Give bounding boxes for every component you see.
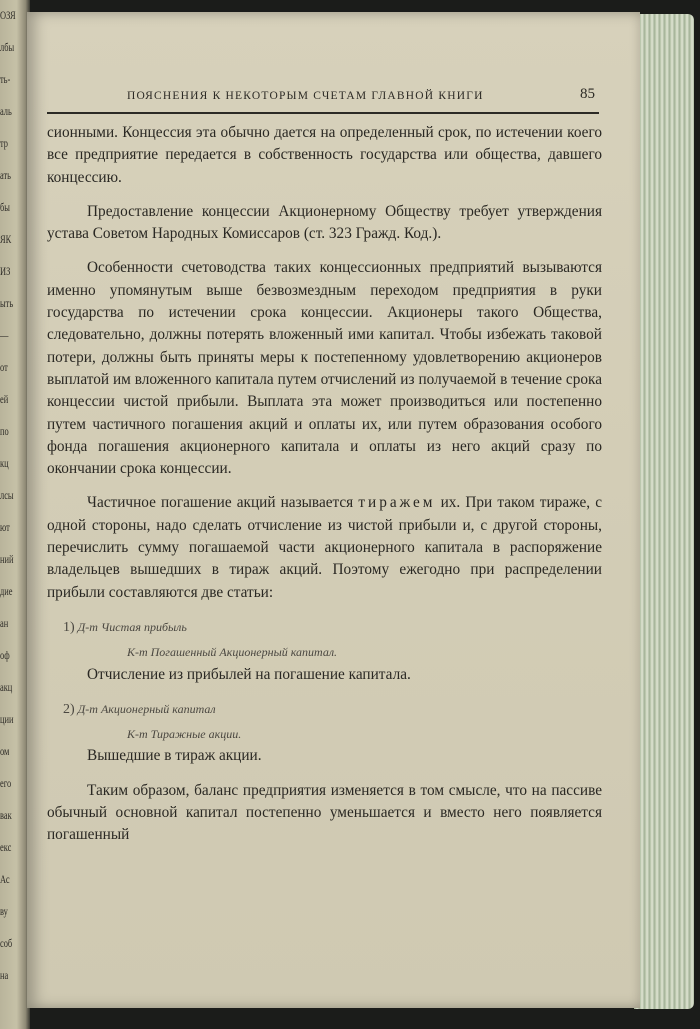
previous-page-fragment: ний: [0, 552, 14, 566]
previous-page-fragment: лсы: [0, 488, 14, 502]
previous-page-fragment: его: [0, 776, 12, 790]
previous-page-fragment: ции: [0, 712, 14, 726]
previous-page-fragment: бы: [0, 200, 10, 214]
previous-page-fragment: ЯК: [0, 232, 12, 246]
previous-page-fragment: екс: [0, 840, 12, 854]
previous-page-fragment: тр: [0, 136, 8, 150]
previous-page-fragment: оф: [0, 648, 10, 662]
entry-debit: Д-т Чистая прибыль: [77, 619, 187, 634]
previous-page-fragment: ыть: [0, 296, 14, 310]
entry-credit: К-т Тиражные акции.: [127, 727, 242, 742]
previous-page-fragment: вак: [0, 808, 12, 822]
previous-page-fragment: соб: [0, 936, 13, 950]
paragraph-concession-approval: Предоставление концессии Акционерному Обществу требует утверждения устава Советом Народных Комиссаров (ст. 323 Гражд. Код.).: [47, 202, 602, 243]
previous-page-fragment: ом: [0, 744, 10, 758]
previous-page-fragment: ей: [0, 392, 9, 406]
running-title: ПОЯСНЕНИЯ К НЕКОТОРЫМ СЧЕТАМ ГЛАВНОЙ КНИГИ: [127, 90, 484, 102]
paragraph-accounting-features: Особенности счетоводства таких концессионных предприятий вызываются именно упомянутым выше безвозмездным переходом предприятия в руки государства по истечении срока концессии. Акционеры такого Общества, следовательно, должны потерять вложенный ими капитал. Чтобы избежать таковой потери, должны быть приняты меры к постепенному удовлетворению акционеров выплатой им вложенного капитала путем отчислений из получаемой в течение срока концессии чистой прибыли. Выплата эта может производиться или постепенно путем частичного погашения акций и оплаты их, или путем образования особого фонда погашения акционерного капитала и оплаты из него акций сразу по окончании срока концессии.: [47, 259, 602, 478]
paragraph-closing: Таким образом, баланс предприятия изменяется в том смысле, что на пассиве обычный основной капитал постепенно уменьшается и вместо него появляется погашенный: [47, 781, 602, 844]
entry-debit: Д-т Акционерный капитал: [77, 701, 216, 716]
tirage-spaced-word: тиражем: [358, 494, 436, 512]
previous-page-fragment: ан: [0, 616, 9, 630]
previous-page-fragment: ИЗ: [0, 264, 11, 278]
previous-page-fragment: лбы: [0, 40, 15, 54]
previous-page-edge: [0, 0, 30, 1029]
previous-page-fragment: ОЗЯ: [0, 8, 16, 22]
body-text: [47, 122, 602, 847]
tirage-text-before: Частичное погашение акций называется: [87, 494, 354, 512]
previous-page-fragment: от: [0, 360, 8, 374]
entry-description: Отчисление из прибылей на погашение капитала.: [87, 665, 411, 683]
previous-page-fragment: ать: [0, 168, 12, 182]
book-page: [27, 12, 640, 1008]
previous-page-fragment: по: [0, 424, 9, 438]
entry-number: 2): [63, 701, 75, 717]
entry-credit: К-т Погашенный Акционерный капитал.: [127, 645, 338, 660]
entry-number: 1): [63, 619, 75, 635]
previous-page-fragment: на: [0, 968, 9, 982]
previous-page-fragment: аль: [0, 104, 12, 118]
previous-page-fragment: ву: [0, 904, 8, 918]
previous-page-fragment: ют: [0, 520, 10, 534]
previous-page-fragment: дие: [0, 584, 13, 598]
running-head: [47, 86, 599, 114]
paragraph-tirage: [47, 492, 602, 603]
previous-page-fragment: кц: [0, 456, 9, 470]
journal-entry-2: [47, 698, 602, 768]
entry-description: Вышедшие в тираж акции.: [87, 747, 262, 765]
page-block-edge: [634, 14, 694, 1009]
journal-entry-1: [47, 616, 602, 686]
previous-page-fragment: —: [0, 328, 9, 342]
previous-page-fragment: Ас: [0, 872, 10, 886]
tirage-text-after: их. При таком тираже, с одной стороны, надо сделать отчисление из чистой прибыли и, с другой стороны, перечислить сумму погашаемой части акционерного капитала в распоряжение владельцев вышедших в тираж акций. Поэтому ежегодно при распределении прибыли составляются две статьи:: [47, 494, 602, 601]
previous-page-fragment: ть-: [0, 72, 11, 86]
paragraph-continued: сионными. Концессия эта обычно дается на определенный срок, по истечении коего все предприятие передается в собственность государства или общества, давшего концессию.: [47, 124, 602, 186]
previous-page-fragment: акц: [0, 680, 13, 694]
page-number: 85: [580, 86, 595, 102]
